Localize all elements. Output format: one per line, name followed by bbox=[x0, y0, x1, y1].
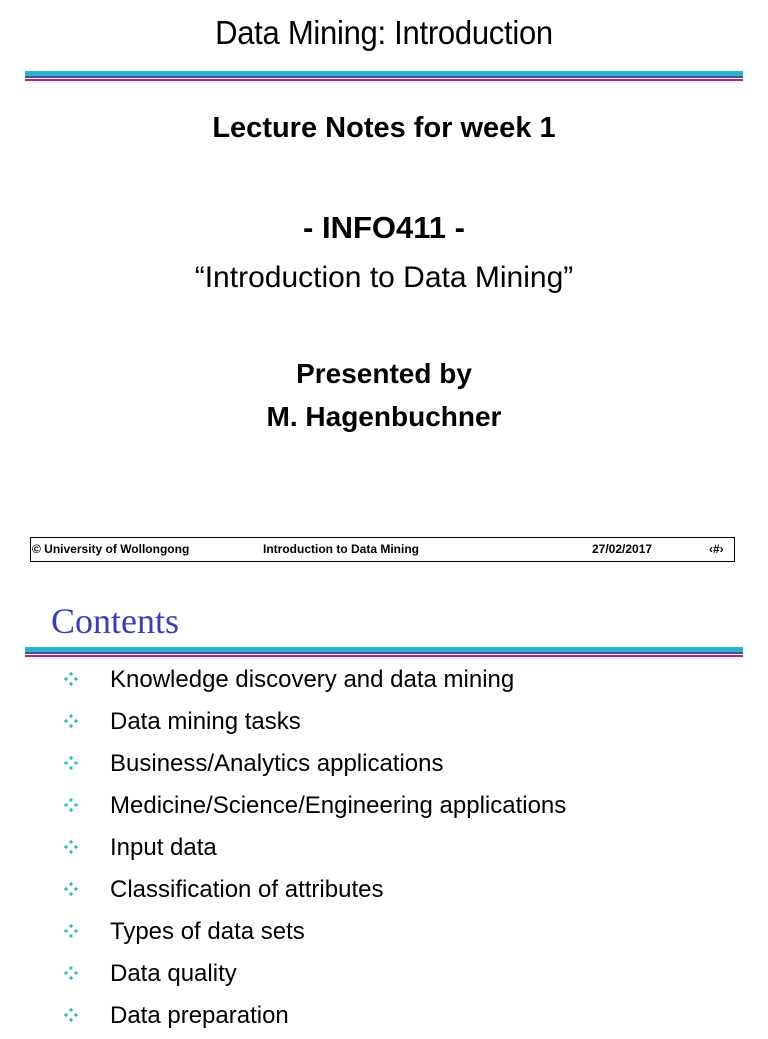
list-item-label: Input data bbox=[110, 834, 217, 861]
footer-copyright: © University of Wollongong bbox=[32, 542, 190, 556]
contents-heading: Contents bbox=[51, 601, 180, 641]
list-item-label: Data mining tasks bbox=[110, 708, 301, 735]
slide-footer bbox=[30, 537, 735, 562]
list-item bbox=[0, 871, 768, 913]
footer-date: 27/02/2017 bbox=[592, 542, 653, 556]
list-item bbox=[0, 829, 768, 871]
footer-course: Introduction to Data Mining bbox=[263, 542, 419, 556]
list-item bbox=[0, 661, 768, 703]
list-item bbox=[0, 997, 768, 1039]
footer-page-number: ‹#› bbox=[709, 542, 724, 556]
teal-diamond-bullet-icon bbox=[64, 966, 78, 980]
list-item-label: Classification of attributes bbox=[110, 876, 384, 903]
teal-diamond-bullet-icon bbox=[64, 1008, 78, 1022]
teal-diamond-bullet-icon bbox=[64, 714, 78, 728]
lecture-notes-heading: Lecture Notes for week 1 bbox=[212, 112, 556, 144]
list-item bbox=[0, 745, 768, 787]
contents-list bbox=[0, 661, 768, 1039]
title-rule-blue bbox=[25, 76, 743, 78]
teal-diamond-bullet-icon bbox=[64, 840, 78, 854]
list-item-label: Business/Analytics applications bbox=[110, 750, 444, 777]
author-name: M. Hagenbuchner bbox=[266, 401, 502, 432]
list-item-label: Knowledge discovery and data mining bbox=[110, 666, 515, 693]
course-subtitle: “Introduction to Data Mining” bbox=[194, 261, 574, 294]
list-item-label: Data preparation bbox=[110, 1002, 289, 1029]
list-item-label: Data quality bbox=[110, 960, 237, 987]
teal-diamond-bullet-icon bbox=[64, 924, 78, 938]
contents-rule-magenta bbox=[25, 655, 743, 657]
slide-title: Data Mining: Introduction bbox=[215, 14, 553, 51]
list-item bbox=[0, 955, 768, 997]
list-item-label: Medicine/Science/Engineering applications bbox=[110, 792, 567, 819]
teal-diamond-bullet-icon bbox=[64, 882, 78, 896]
presented-by-label: Presented by bbox=[296, 358, 472, 389]
course-code: - INFO411 - bbox=[303, 210, 465, 245]
list-item bbox=[0, 913, 768, 955]
teal-diamond-bullet-icon bbox=[64, 672, 78, 686]
list-item bbox=[0, 787, 768, 829]
teal-diamond-bullet-icon bbox=[64, 798, 78, 812]
list-item-label: Types of data sets bbox=[110, 918, 305, 945]
list-item bbox=[0, 703, 768, 745]
teal-diamond-bullet-icon bbox=[64, 756, 78, 770]
contents-rule-blue bbox=[25, 652, 743, 654]
title-rule-magenta bbox=[25, 79, 743, 81]
